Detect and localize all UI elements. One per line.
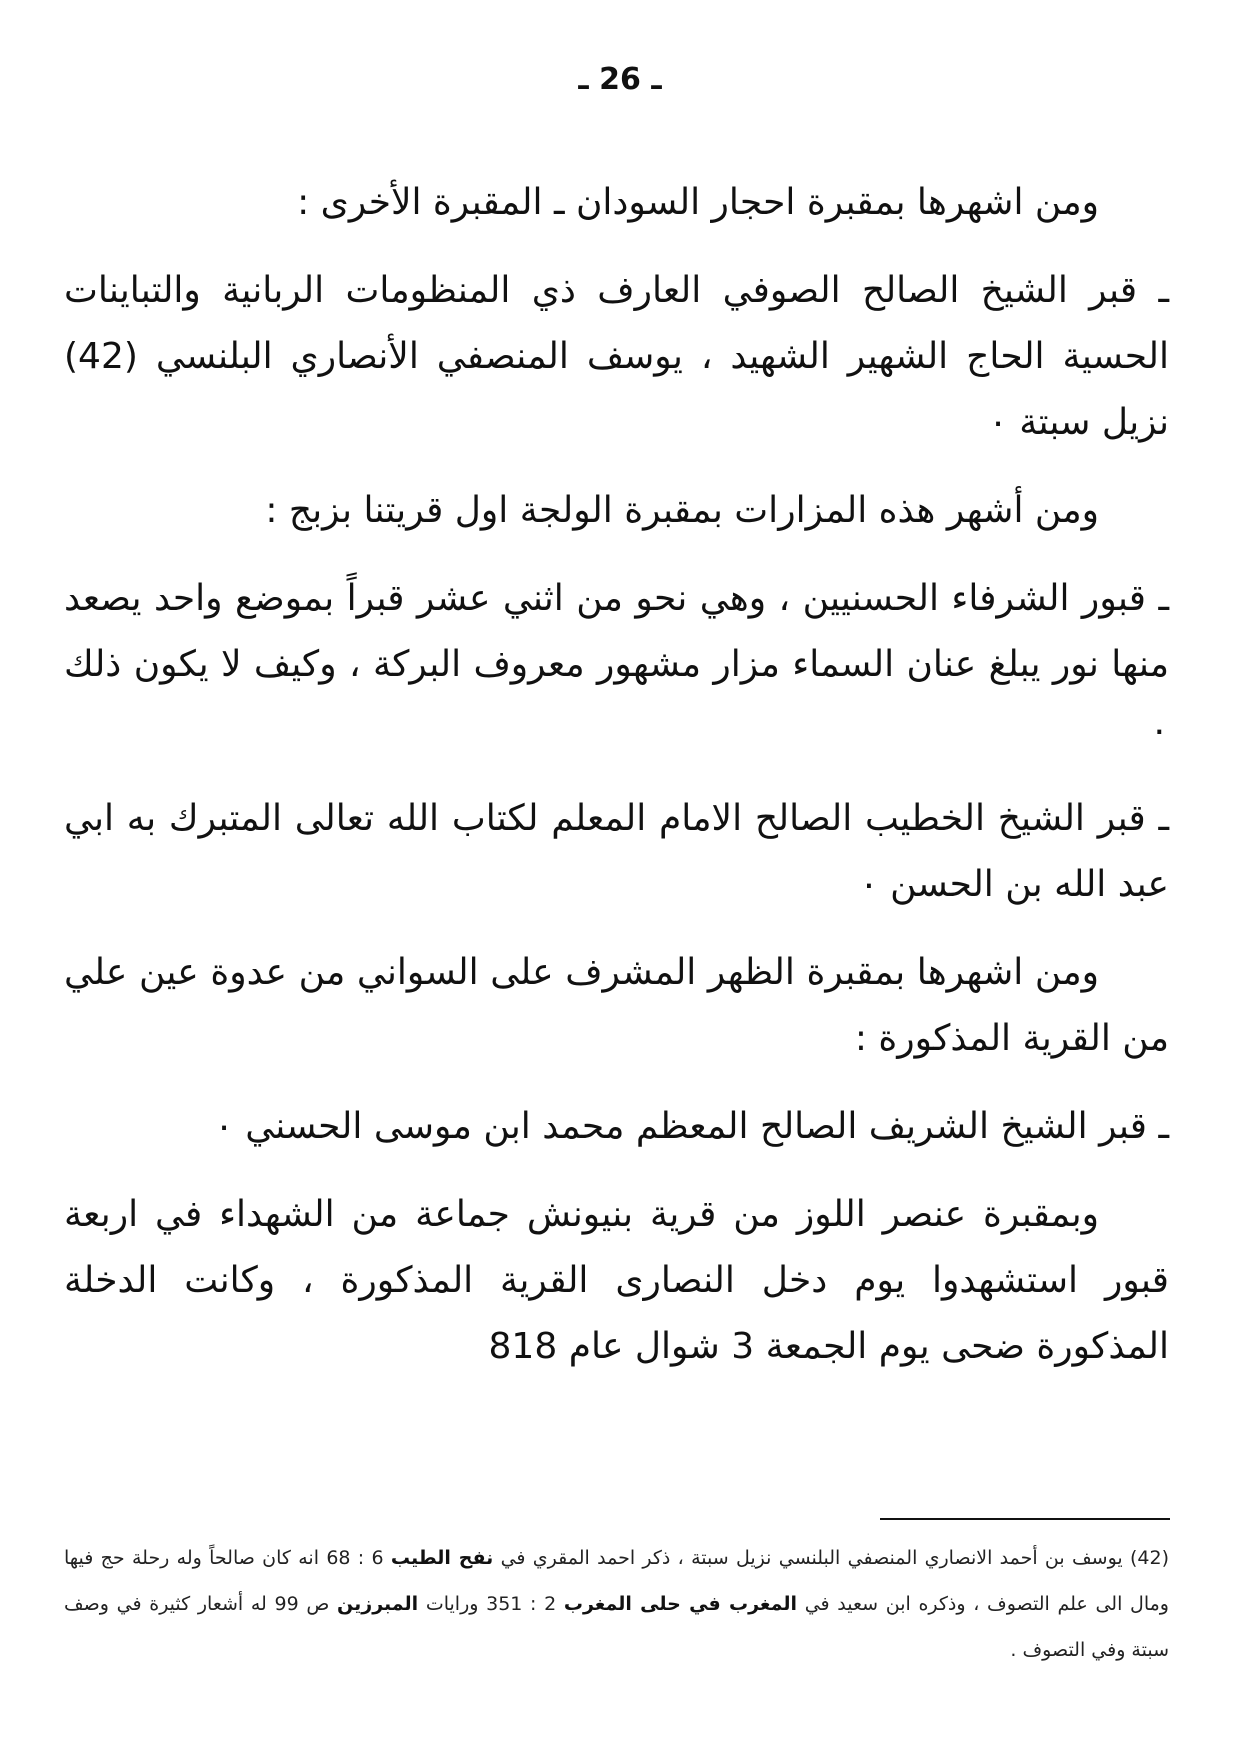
footnote-42 — [64, 1535, 1169, 1673]
paragraph-walja-heading: ومن أشهر هذه المزارات بمقبرة الولجة اول قريتنا بزبج : — [265, 490, 1099, 531]
paragraph-shurafa-hasaniyin: ـ قبور الشرفاء الحسنيين ، وهي نحو من اثني عشر قبراً بموضع واحد يصعد منها نور يبلغ عنان السماء مزار مشهور معروف البركة ، وكيف لا يكون ذلك ٠ — [64, 578, 1169, 751]
main-text — [64, 170, 1169, 1402]
paragraph-dhahr-heading: ومن اشهرها بمقبرة الظهر المشرف على السواني من عدوة عين علي من القرية المذكورة : — [64, 952, 1169, 1059]
footnote-ref-nafh-al-tib: نفح الطيب — [390, 1547, 494, 1569]
page-number — [0, 62, 1240, 97]
page-number-value: 26 — [599, 62, 641, 97]
footnote-text-2: 6 : 68 انه كان صالحاً وله رحلة حج فيها ومال الى علم التصوف ، وذكره ابن سعيد في — [64, 1547, 1169, 1615]
footnote-ref-al-mubarrizin: المبرزين — [337, 1593, 419, 1615]
footnote-text-3: 2 : 351 ورايات — [425, 1593, 557, 1615]
footnote-divider — [880, 1518, 1170, 1520]
page-number-dash-right: ـ — [578, 62, 600, 97]
paragraph-unsur-lawz: وبمقبرة عنصر اللوز من قرية بنيونش جماعة من الشهداء في اربعة قبور استشهدوا يوم دخل النصارى القرية المذكورة ، وكانت الدخلة المذكورة ضحى يوم الجمعة 3 شوال عام 818 — [64, 1194, 1169, 1367]
footnote-text-1: (42) يوسف بن أحمد الانصاري المنصفي البلنسي نزيل سبتة ، ذكر احمد المقري في — [500, 1547, 1169, 1569]
footnote-text-4: ص 99 له أشعار كثيرة في وصف سبتة وفي التصوف . — [64, 1593, 1169, 1661]
paragraph-muhammad-ibn-musa: ـ قبر الشيخ الشريف الصالح المعظم محمد ابن موسى الحسني ٠ — [214, 1106, 1169, 1147]
footnote-ref-al-mughrib: المغرب في حلى المغرب — [563, 1593, 798, 1615]
paragraph-yusuf-munsafi: ـ قبر الشيخ الصالح الصوفي العارف ذي المنظومات الربانية والتباينات الحسية الحاج الشهير الشهيد ، يوسف المنصفي الأنصاري البلنسي (42) نزيل سبتة ٠ — [64, 270, 1169, 443]
page-number-dash-left: ـ — [640, 62, 662, 97]
paragraph-khatib-ibn-hasan: ـ قبر الشيخ الخطيب الصالح الامام المعلم لكتاب الله تعالى المتبرك به ابي عبد الله بن الحسن ٠ — [64, 798, 1169, 905]
paragraph-ahjar-sudan-heading: ومن اشهرها بمقبرة احجار السودان ـ المقبرة الأخرى : — [297, 182, 1099, 223]
